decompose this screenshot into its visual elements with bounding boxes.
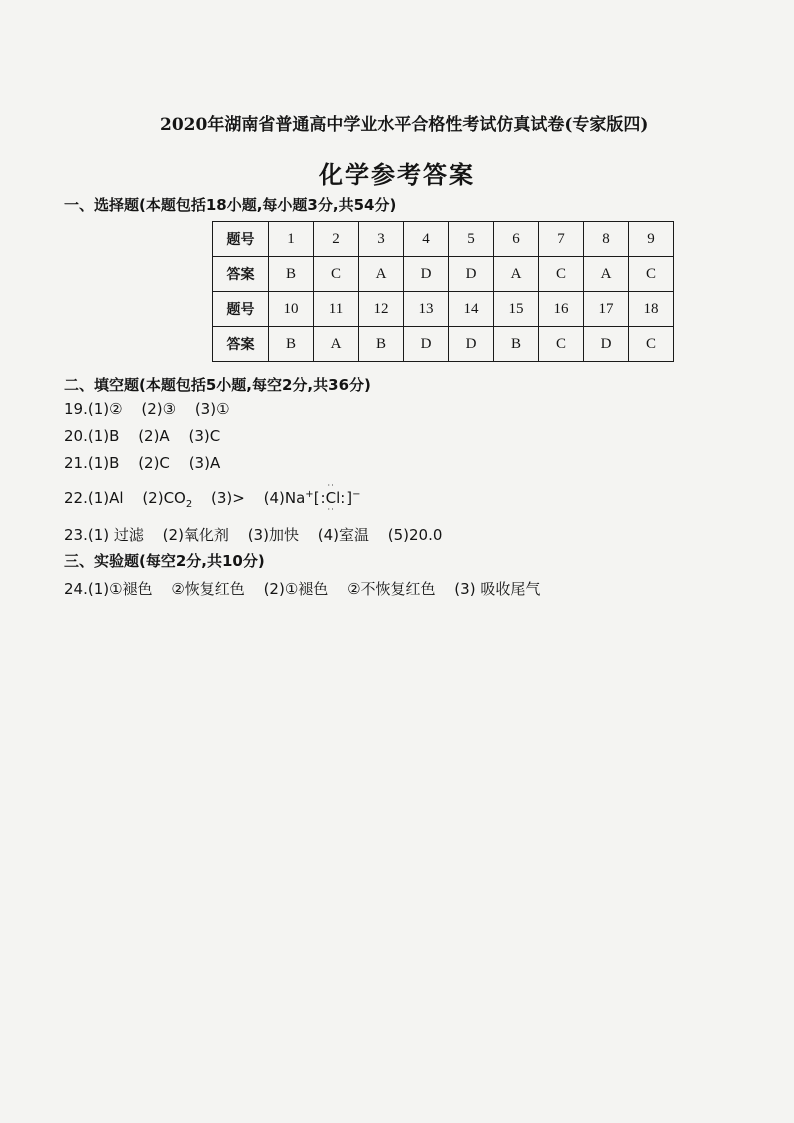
table-cell: 4 xyxy=(404,222,449,257)
table-row-questions-2 xyxy=(213,292,674,327)
section-experiment-heading: 三、实验题(每空2分,共10分) xyxy=(64,552,265,570)
table-cell: 11 xyxy=(314,292,359,327)
table-cell: 2 xyxy=(314,222,359,257)
lone-pair-dots-icon: ·· xyxy=(327,505,335,514)
question-number: 23. xyxy=(64,526,88,544)
answer-part: (3)加快 xyxy=(247,526,299,544)
table-cell: 14 xyxy=(449,292,494,327)
table-row-answers-2 xyxy=(213,327,674,362)
section-fill-heading: 二、填空题(本题包括5小题,每空2分,共36分) xyxy=(64,376,371,394)
table-cell: D xyxy=(449,257,494,292)
answer-part: (2)A xyxy=(138,427,170,445)
table-cell: 7 xyxy=(539,222,584,257)
table-cell: A xyxy=(494,257,539,292)
answer-part: (3)> xyxy=(211,489,245,507)
answer-line-20 xyxy=(64,427,220,445)
table-cell: 5 xyxy=(449,222,494,257)
answer-line-21 xyxy=(64,454,220,472)
table-cell: 3 xyxy=(359,222,404,257)
answer-part: (1)①褪色 xyxy=(87,580,153,598)
table-cell: 12 xyxy=(359,292,404,327)
answer-part: (2)氧化剂 xyxy=(162,526,229,544)
answer-part: (3)C xyxy=(188,427,221,445)
table-cell: B xyxy=(359,327,404,362)
table-cell: 13 xyxy=(404,292,449,327)
table-cell: C xyxy=(539,257,584,292)
answer-part: (1)B xyxy=(87,427,120,445)
exam-header: 2020年湖南省普通高中学业水平合格性考试仿真试卷(专家版四) xyxy=(160,115,649,135)
table-cell: B xyxy=(269,257,314,292)
table-cell: 8 xyxy=(584,222,629,257)
table-cell: D xyxy=(404,327,449,362)
row-head-answer: 答案 xyxy=(213,257,269,292)
table-cell: D xyxy=(449,327,494,362)
question-number: 24. xyxy=(64,580,88,598)
table-cell: A xyxy=(584,257,629,292)
answer-part: (2)③ xyxy=(141,400,177,418)
table-row-questions-1 xyxy=(213,222,674,257)
answer-line-22 xyxy=(64,481,361,514)
table-cell: D xyxy=(404,257,449,292)
table-cell: B xyxy=(269,327,314,362)
row-head-answer: 答案 xyxy=(213,327,269,362)
answer-part: (2)①褪色 xyxy=(263,580,329,598)
table-cell: C xyxy=(629,327,674,362)
question-number: 21. xyxy=(64,454,88,472)
question-number: 19. xyxy=(64,400,88,418)
answer-part: (1)② xyxy=(87,400,123,418)
table-cell: C xyxy=(314,257,359,292)
table-cell: 16 xyxy=(539,292,584,327)
answer-line-24 xyxy=(64,578,540,599)
table-cell: A xyxy=(314,327,359,362)
table-cell: 10 xyxy=(269,292,314,327)
electron-formula: (4)Na+[ ·· :Cl: ·· ]− xyxy=(263,481,361,514)
table-cell: 17 xyxy=(584,292,629,327)
answer-part: (1)Al xyxy=(87,489,124,507)
table-cell: 18 xyxy=(629,292,674,327)
answer-part: (1)B xyxy=(87,454,120,472)
answer-table xyxy=(212,221,674,362)
question-number: 20. xyxy=(64,427,88,445)
table-cell: 6 xyxy=(494,222,539,257)
lone-pair-dots-icon: ·· xyxy=(327,481,335,490)
answer-part: (1) 过滤 xyxy=(87,526,144,544)
answer-part: (4)室温 xyxy=(317,526,369,544)
page-title: 化学参考答案 xyxy=(319,161,475,189)
table-cell: 15 xyxy=(494,292,539,327)
answer-line-19 xyxy=(64,400,230,418)
row-head-question: 题号 xyxy=(213,222,269,257)
answer-part: ②恢复红色 xyxy=(171,580,245,598)
answer-part: (3)A xyxy=(188,454,221,472)
table-cell: C xyxy=(629,257,674,292)
section-choice-heading: 一、选择题(本题包括18小题,每小题3分,共54分) xyxy=(64,196,397,214)
answer-line-23 xyxy=(64,524,442,545)
answer-part: ②不恢复红色 xyxy=(347,580,436,598)
table-row-answers-1 xyxy=(213,257,674,292)
table-cell: C xyxy=(539,327,584,362)
answer-part: (3) 吸收尾气 xyxy=(454,580,541,598)
question-number: 22. xyxy=(64,489,88,507)
table-cell: 1 xyxy=(269,222,314,257)
chloride-lewis: ·· :Cl: ·· xyxy=(320,481,346,514)
answer-part: (3)① xyxy=(194,400,230,418)
row-head-question: 题号 xyxy=(213,292,269,327)
answer-part: $(2)CO_2$ xyxy=(142,489,193,510)
table-cell: 9 xyxy=(629,222,674,257)
answer-part: (2)C xyxy=(138,454,170,472)
table-cell: D xyxy=(584,327,629,362)
answer-part: (5)20.0 xyxy=(387,526,443,544)
table-cell: A xyxy=(359,257,404,292)
table-cell: B xyxy=(494,327,539,362)
